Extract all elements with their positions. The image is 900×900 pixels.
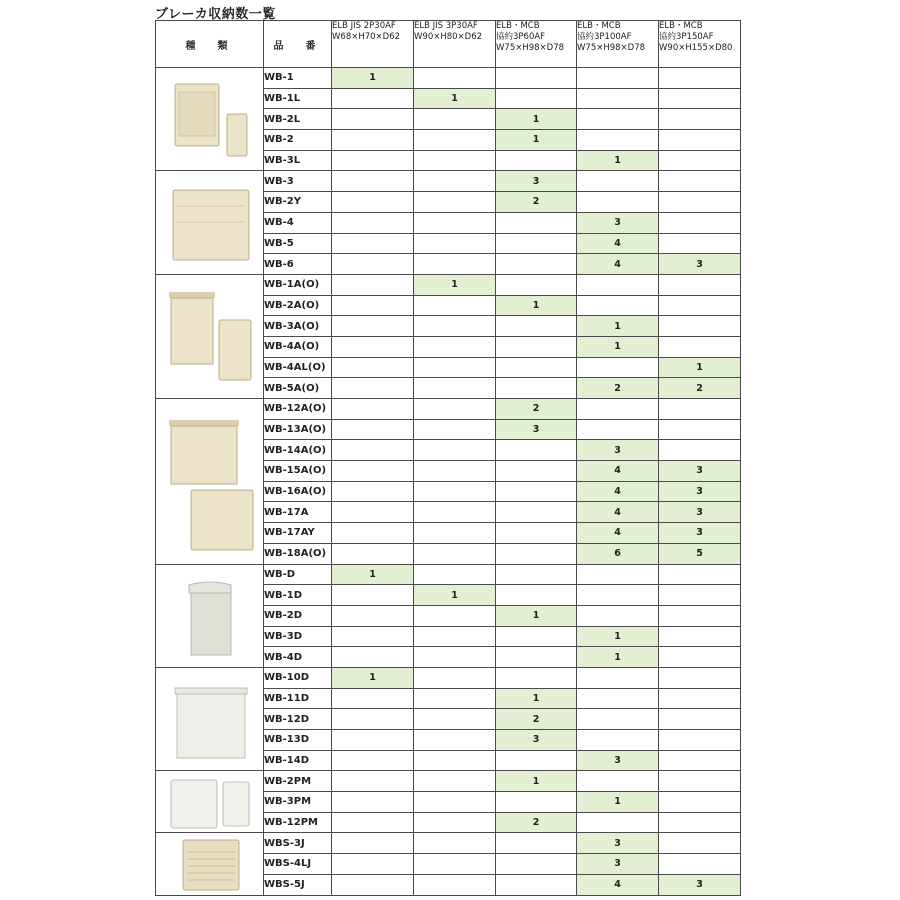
capacity-cell xyxy=(332,419,414,440)
capacity-cell xyxy=(496,316,577,337)
capacity-cell xyxy=(659,295,741,316)
capacity-cell xyxy=(414,68,496,89)
capacity-cell: 3 xyxy=(659,481,741,502)
table-row xyxy=(156,667,741,688)
capacity-cell xyxy=(659,316,741,337)
product-code: WB-2PM xyxy=(264,771,332,792)
capacity-cell xyxy=(414,709,496,730)
capacity-cell xyxy=(332,833,414,854)
header-col-4-line: W75×H98×D78 xyxy=(577,43,646,53)
product-code: WB-4 xyxy=(264,212,332,233)
capacity-cell: 2 xyxy=(659,378,741,399)
capacity-cell xyxy=(332,750,414,771)
capacity-cell xyxy=(496,523,577,544)
capacity-cell xyxy=(414,647,496,668)
capacity-cell xyxy=(577,357,659,378)
product-code: WB-1L xyxy=(264,88,332,109)
capacity-cell xyxy=(332,130,414,151)
capacity-cell: 1 xyxy=(414,274,496,295)
capacity-cell xyxy=(332,626,414,647)
capacity-cell xyxy=(659,730,741,751)
capacity-cell xyxy=(332,357,414,378)
capacity-cell: 3 xyxy=(659,461,741,482)
capacity-cell: 3 xyxy=(577,833,659,854)
capacity-cell xyxy=(332,874,414,895)
capacity-cell: 3 xyxy=(496,419,577,440)
capacity-cell: 3 xyxy=(577,212,659,233)
header-col-4-line: ELB・MCB xyxy=(577,21,621,31)
capacity-cell xyxy=(496,543,577,564)
capacity-cell xyxy=(577,171,659,192)
capacity-cell xyxy=(332,192,414,213)
capacity-cell: 2 xyxy=(496,709,577,730)
product-code: WB-4AL(O) xyxy=(264,357,332,378)
capacity-cell xyxy=(659,564,741,585)
capacity-cell xyxy=(659,233,741,254)
capacity-cell xyxy=(577,771,659,792)
capacity-cell xyxy=(659,336,741,357)
capacity-cell: 4 xyxy=(577,461,659,482)
capacity-cell xyxy=(496,564,577,585)
capacity-cell xyxy=(496,150,577,171)
capacity-cell xyxy=(496,874,577,895)
capacity-cell xyxy=(414,233,496,254)
table-row xyxy=(156,274,741,295)
capacity-cell xyxy=(496,274,577,295)
capacity-cell xyxy=(332,461,414,482)
capacity-cell: 1 xyxy=(496,130,577,151)
capacity-cell xyxy=(577,192,659,213)
capacity-cell: 3 xyxy=(659,254,741,275)
capacity-cell: 1 xyxy=(496,771,577,792)
capacity-cell xyxy=(659,605,741,626)
capacity-cell xyxy=(659,626,741,647)
product-code: WB-4A(O) xyxy=(264,336,332,357)
product-code: WB-D xyxy=(264,564,332,585)
capacity-cell xyxy=(496,212,577,233)
capacity-cell xyxy=(414,688,496,709)
capacity-cell xyxy=(496,854,577,875)
capacity-cell: 1 xyxy=(332,564,414,585)
capacity-cell: 3 xyxy=(659,523,741,544)
capacity-cell: 1 xyxy=(577,150,659,171)
capacity-cell xyxy=(332,254,414,275)
capacity-cell xyxy=(414,130,496,151)
capacity-cell xyxy=(659,171,741,192)
capacity-cell: 4 xyxy=(577,502,659,523)
table-row xyxy=(156,833,741,854)
capacity-cell xyxy=(332,709,414,730)
capacity-cell xyxy=(659,647,741,668)
product-code: WBS-4LJ xyxy=(264,854,332,875)
product-code: WB-5 xyxy=(264,233,332,254)
product-code: WB-12PM xyxy=(264,812,332,833)
capacity-cell xyxy=(332,647,414,668)
capacity-cell xyxy=(414,564,496,585)
capacity-cell xyxy=(577,564,659,585)
capacity-cell xyxy=(659,88,741,109)
capacity-cell: 4 xyxy=(577,481,659,502)
capacity-cell xyxy=(496,88,577,109)
capacity-cell xyxy=(414,730,496,751)
louvered-enclosure-image xyxy=(156,833,264,895)
product-code: WB-6 xyxy=(264,254,332,275)
capacity-cell xyxy=(332,481,414,502)
product-code: WB-16A(O) xyxy=(264,481,332,502)
capacity-cell xyxy=(414,543,496,564)
capacity-cell xyxy=(332,502,414,523)
capacity-cell: 3 xyxy=(659,874,741,895)
capacity-cell xyxy=(496,750,577,771)
capacity-cell xyxy=(496,502,577,523)
capacity-cell xyxy=(659,667,741,688)
capacity-cell xyxy=(332,233,414,254)
product-code: WB-13A(O) xyxy=(264,419,332,440)
capacity-cell: 1 xyxy=(577,316,659,337)
header-col-3 xyxy=(496,21,577,68)
product-code: WB-1D xyxy=(264,585,332,606)
capacity-cell xyxy=(332,688,414,709)
product-code: WB-2A(O) xyxy=(264,295,332,316)
capacity-cell: 4 xyxy=(577,233,659,254)
capacity-cell: 1 xyxy=(496,605,577,626)
capacity-cell xyxy=(332,295,414,316)
product-code: WB-3 xyxy=(264,171,332,192)
capacity-cell xyxy=(496,336,577,357)
capacity-cell xyxy=(332,543,414,564)
capacity-cell: 1 xyxy=(577,336,659,357)
product-code: WB-2 xyxy=(264,130,332,151)
capacity-cell xyxy=(414,399,496,420)
product-code: WB-14A(O) xyxy=(264,440,332,461)
capacity-cell: 4 xyxy=(577,874,659,895)
capacity-cell: 1 xyxy=(414,88,496,109)
product-code: WB-2L xyxy=(264,109,332,130)
product-code: WB-11D xyxy=(264,688,332,709)
capacity-cell xyxy=(414,316,496,337)
product-code: WB-3PM xyxy=(264,792,332,813)
capacity-cell xyxy=(496,357,577,378)
product-code: WB-1A(O) xyxy=(264,274,332,295)
capacity-cell: 1 xyxy=(496,295,577,316)
table-row xyxy=(156,68,741,89)
capacity-cell: 6 xyxy=(577,543,659,564)
wide-gray-enclosure-image xyxy=(156,667,264,770)
capacity-cell xyxy=(414,792,496,813)
capacity-cell xyxy=(496,68,577,89)
capacity-cell xyxy=(659,771,741,792)
capacity-cell xyxy=(332,523,414,544)
capacity-cell xyxy=(414,295,496,316)
capacity-cell xyxy=(332,440,414,461)
capacity-cell xyxy=(659,440,741,461)
capacity-cell xyxy=(577,399,659,420)
capacity-cell xyxy=(414,378,496,399)
capacity-cell: 2 xyxy=(577,378,659,399)
capacity-cell: 1 xyxy=(496,109,577,130)
table-row xyxy=(156,564,741,585)
header-kind: 種 類 xyxy=(156,21,264,68)
capacity-cell: 1 xyxy=(659,357,741,378)
capacity-cell xyxy=(659,192,741,213)
header-col-2-line: ELB JIS 3P30AF xyxy=(414,21,478,31)
product-code: WB-14D xyxy=(264,750,332,771)
capacity-cell xyxy=(414,150,496,171)
capacity-cell xyxy=(577,730,659,751)
product-code: WB-1 xyxy=(264,68,332,89)
capacity-cell xyxy=(332,812,414,833)
large-roofed-enclosure-image xyxy=(156,399,264,565)
capacity-cell: 1 xyxy=(577,647,659,668)
capacity-cell xyxy=(577,88,659,109)
table-row xyxy=(156,399,741,420)
capacity-cell: 1 xyxy=(496,688,577,709)
table-row xyxy=(156,771,741,792)
capacity-cell xyxy=(332,336,414,357)
capacity-cell xyxy=(414,171,496,192)
table-body xyxy=(156,68,741,896)
capacity-cell: 2 xyxy=(496,192,577,213)
capacity-cell: 4 xyxy=(577,254,659,275)
capacity-cell xyxy=(496,481,577,502)
product-code: WB-13D xyxy=(264,730,332,751)
capacity-cell xyxy=(577,419,659,440)
capacity-cell xyxy=(414,874,496,895)
capacity-cell: 1 xyxy=(332,667,414,688)
capacity-cell xyxy=(332,109,414,130)
header-col-1-line: W68×H70×D62 xyxy=(332,32,401,42)
capacity-cell: 1 xyxy=(414,585,496,606)
capacity-cell xyxy=(332,212,414,233)
capacity-cell xyxy=(496,440,577,461)
capacity-cell xyxy=(659,130,741,151)
capacity-cell xyxy=(577,688,659,709)
header-col-5-line: 協約3P150AF xyxy=(659,32,714,42)
capacity-cell xyxy=(414,605,496,626)
capacity-cell xyxy=(414,212,496,233)
capacity-cell xyxy=(577,585,659,606)
capacity-cell xyxy=(659,68,741,89)
header-col-1-line: ELB JIS 2P30AF xyxy=(332,21,396,31)
capacity-cell xyxy=(659,854,741,875)
capacity-cell xyxy=(577,68,659,89)
capacity-cell xyxy=(332,399,414,420)
capacity-cell xyxy=(414,336,496,357)
capacity-cell: 3 xyxy=(577,854,659,875)
product-code: WB-12D xyxy=(264,709,332,730)
header-code: 品 番 xyxy=(264,21,332,68)
capacity-cell xyxy=(414,854,496,875)
capacity-cell xyxy=(577,709,659,730)
capacity-cell: 3 xyxy=(577,440,659,461)
capacity-cell xyxy=(332,171,414,192)
capacity-cell xyxy=(577,274,659,295)
capacity-cell: 4 xyxy=(577,523,659,544)
header-col-2 xyxy=(414,21,496,68)
capacity-cell xyxy=(414,254,496,275)
header-col-4-line: 協約3P100AF xyxy=(577,32,632,42)
capacity-cell xyxy=(577,130,659,151)
header-col-2-line: W90×H80×D62 xyxy=(414,32,483,42)
capacity-cell: 1 xyxy=(577,626,659,647)
header-col-1 xyxy=(332,21,414,68)
capacity-cell xyxy=(332,274,414,295)
capacity-cell xyxy=(659,399,741,420)
capacity-cell: 2 xyxy=(496,399,577,420)
capacity-cell xyxy=(659,750,741,771)
capacity-cell xyxy=(414,833,496,854)
capacity-cell xyxy=(414,440,496,461)
capacity-cell xyxy=(332,378,414,399)
capacity-cell xyxy=(659,833,741,854)
product-code: WB-15A(O) xyxy=(264,461,332,482)
capacity-cell xyxy=(659,792,741,813)
enclosure-pair-image xyxy=(156,68,264,171)
header-col-5 xyxy=(659,21,741,68)
capacity-cell xyxy=(332,88,414,109)
product-code: WB-17AY xyxy=(264,523,332,544)
capacity-cell xyxy=(659,419,741,440)
capacity-cell xyxy=(414,481,496,502)
product-code: WB-4D xyxy=(264,647,332,668)
table-row xyxy=(156,171,741,192)
white-enclosure-pair-image xyxy=(156,771,264,833)
page-title: ブレーカ収納数一覧 xyxy=(155,7,276,22)
capacity-cell xyxy=(577,812,659,833)
capacity-cell xyxy=(496,233,577,254)
capacity-cell xyxy=(332,730,414,751)
capacity-cell xyxy=(332,854,414,875)
capacity-cell xyxy=(496,585,577,606)
capacity-cell xyxy=(496,647,577,668)
capacity-cell xyxy=(332,771,414,792)
capacity-cell xyxy=(332,605,414,626)
capacity-cell xyxy=(414,771,496,792)
capacity-cell xyxy=(659,150,741,171)
product-code: WB-10D xyxy=(264,667,332,688)
product-code: WB-5A(O) xyxy=(264,378,332,399)
capacity-cell: 5 xyxy=(659,543,741,564)
tall-gray-enclosure-image xyxy=(156,564,264,667)
capacity-cell xyxy=(414,419,496,440)
product-code: WB-3L xyxy=(264,150,332,171)
capacity-cell xyxy=(332,150,414,171)
capacity-cell: 3 xyxy=(496,171,577,192)
capacity-cell xyxy=(414,812,496,833)
capacity-cell: 3 xyxy=(577,750,659,771)
capacity-cell xyxy=(496,667,577,688)
product-code: WB-2Y xyxy=(264,192,332,213)
capacity-cell xyxy=(414,626,496,647)
capacity-cell xyxy=(414,192,496,213)
breaker-capacity-table xyxy=(155,20,741,896)
capacity-cell xyxy=(496,461,577,482)
product-code: WB-18A(O) xyxy=(264,543,332,564)
header-col-3-line: 協約3P60AF xyxy=(496,32,546,42)
capacity-cell xyxy=(496,792,577,813)
capacity-cell xyxy=(332,585,414,606)
capacity-cell xyxy=(659,812,741,833)
capacity-cell xyxy=(577,295,659,316)
header-col-4 xyxy=(577,21,659,68)
capacity-cell xyxy=(577,667,659,688)
header-col-5-line: W90×H155×D80 xyxy=(659,43,733,53)
capacity-cell xyxy=(332,792,414,813)
capacity-cell xyxy=(496,833,577,854)
capacity-cell xyxy=(496,626,577,647)
header-col-3-line: ELB・MCB xyxy=(496,21,540,31)
capacity-cell: 3 xyxy=(496,730,577,751)
product-code: WBS-3J xyxy=(264,833,332,854)
capacity-cell xyxy=(414,109,496,130)
product-code: WB-3A(O) xyxy=(264,316,332,337)
roofed-enclosure-pair-image xyxy=(156,274,264,398)
capacity-cell: 2 xyxy=(496,812,577,833)
capacity-cell xyxy=(577,109,659,130)
capacity-cell xyxy=(414,461,496,482)
capacity-cell xyxy=(414,750,496,771)
product-code: WB-12A(O) xyxy=(264,399,332,420)
wide-enclosure-image xyxy=(156,171,264,274)
capacity-cell xyxy=(496,378,577,399)
capacity-cell xyxy=(414,667,496,688)
product-code: WBS-5J xyxy=(264,874,332,895)
capacity-cell xyxy=(577,605,659,626)
capacity-cell xyxy=(414,523,496,544)
capacity-cell xyxy=(414,357,496,378)
capacity-cell: 3 xyxy=(659,502,741,523)
product-code: WB-3D xyxy=(264,626,332,647)
capacity-cell xyxy=(414,502,496,523)
capacity-cell xyxy=(659,274,741,295)
capacity-cell xyxy=(496,254,577,275)
capacity-cell: 1 xyxy=(577,792,659,813)
capacity-cell xyxy=(659,688,741,709)
capacity-cell xyxy=(659,709,741,730)
capacity-cell xyxy=(332,316,414,337)
capacity-cell xyxy=(659,212,741,233)
capacity-cell xyxy=(659,109,741,130)
header-col-5-line: ELB・MCB xyxy=(659,21,703,31)
capacity-cell xyxy=(659,585,741,606)
capacity-cell: 1 xyxy=(332,68,414,89)
product-code: WB-2D xyxy=(264,605,332,626)
header-col-3-line: W75×H98×D78 xyxy=(496,43,565,53)
product-code: WB-17A xyxy=(264,502,332,523)
